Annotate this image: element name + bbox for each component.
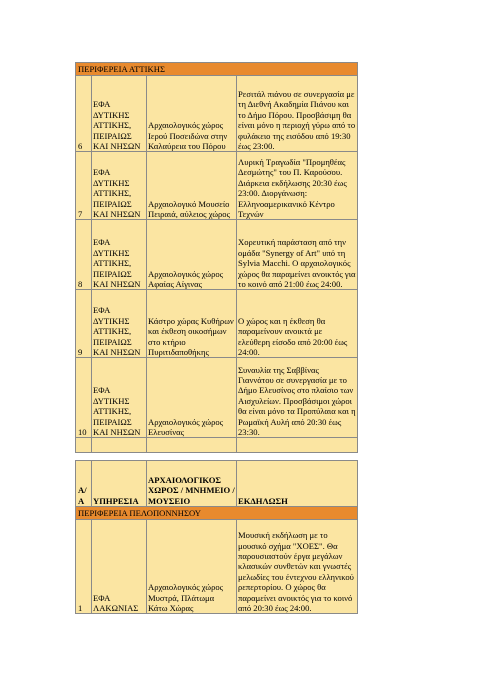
region-row bbox=[76, 507, 358, 520]
site-cell: Αρχαιολογικός χώρος Ελευσίνας bbox=[147, 358, 237, 438]
table-row bbox=[76, 520, 358, 614]
row-number: 7 bbox=[76, 152, 92, 220]
column-header-number: Α/Α bbox=[76, 461, 92, 507]
table-row bbox=[76, 220, 358, 290]
table-row bbox=[76, 290, 358, 358]
site-cell: Αρχαιολογικός χώρος Ιερού Ποσειδώνα στην Καλαύρεια του Πόρου bbox=[147, 76, 237, 152]
row-number: 9 bbox=[76, 290, 92, 358]
event-cell: Ρεσιτάλ πιάνου σε συνεργασία με τη Διεθνή Ακαδημία Πιάνου και το Δήμο Πόρου. Προσβάσιμη θα είναι μόνο η περιοχή γύρω από το φυλάκειο της εισόδου από 19:30 έως 23:00. bbox=[237, 76, 358, 152]
row-number: 1 bbox=[76, 520, 92, 614]
region-header: ΠΕΡΙΦΕΡΕΙΑ ΠΕΛΟΠΟΝΝΗΣΟΥ bbox=[76, 507, 358, 520]
empty-row bbox=[76, 438, 358, 453]
event-cell: Λυρική Τραγωδία "Προμηθέας Δεσμώτης" του Π. Καρούσου. Διάρκεια εκδήλωσης 20:30 έως 23:00. Διοργάνωση: Ελληνοαμερικανικό Κέντρο Τεχνών bbox=[237, 152, 358, 220]
events-table-peloponnese bbox=[75, 460, 358, 614]
row-number: 10 bbox=[76, 358, 92, 438]
service-cell: ΕΦΑ ΔΥΤΙΚΗΣ ΑΤΤΙΚΗΣ, ΠΕΙΡΑΙΩΣ ΚΑΙ ΝΗΣΩΝ bbox=[92, 152, 147, 220]
service-cell: ΕΦΑ ΔΥΤΙΚΗΣ ΑΤΤΙΚΗΣ, ΠΕΙΡΑΙΩΣ ΚΑΙ ΝΗΣΩΝ bbox=[92, 220, 147, 290]
column-header-site: ΑΡΧΑΙΟΛΟΓΙΚΟΣ ΧΩΡΟΣ / ΜΝΗΜΕΙΟ / ΜΟΥΣΕΙΟ bbox=[147, 461, 237, 507]
table-row bbox=[76, 358, 358, 438]
site-cell: Κάστρο χώρας Κυθήρων και έκθεση οικοσήμων στο κτήριο Πυριτιδαποθήκης bbox=[147, 290, 237, 358]
service-cell: ΕΦΑ ΔΥΤΙΚΗΣ ΑΤΤΙΚΗΣ, ΠΕΙΡΑΙΩΣ ΚΑΙ ΝΗΣΩΝ bbox=[92, 290, 147, 358]
table-row bbox=[76, 76, 358, 152]
event-cell: Συναυλία της Σαββίνας Γιαννάτου σε συνεργασία με το Δήμο Ελευσίνος στο πλαίσιο των Αισχυλείων. Προσβάσιμοι χώροι θα είναι μόνο τα Προπύλαια και η Ρωμαϊκή Αυλή από 20:30 έως 23:30. bbox=[237, 358, 358, 438]
region-header: ΠΕΡΙΦΕΡΕΙΑ ΑΤΤΙΚΗΣ bbox=[76, 63, 358, 76]
service-cell: ΕΦΑ ΔΥΤΙΚΗΣ ΑΤΤΙΚΗΣ, ΠΕΙΡΑΙΩΣ ΚΑΙ ΝΗΣΩΝ bbox=[92, 76, 147, 152]
table-row bbox=[76, 152, 358, 220]
event-cell: Ο χώρος και η έκθεση θα παραμείνουν ανοικτά με ελεύθερη είσοδο από 20:00 έως 24:00. bbox=[237, 290, 358, 358]
row-number: 6 bbox=[76, 76, 92, 152]
site-cell: Αρχαιολογικός χώρος Μυστρά, Πλάτωμα Κάτω Χώρας bbox=[147, 520, 237, 614]
event-cell: Χορευτική παράσταση από την ομάδα "Synergy of Art" υπό τη Sylvia Macchi. Ο αρχαιολογικός χώρος θα παραμείνει ανοικτός για το κοινό από 21:00 έως 24:00. bbox=[237, 220, 358, 290]
site-cell: Αρχαιολογικό Μουσείο Πειραιά, αύλειος χώρος bbox=[147, 152, 237, 220]
column-header-service: ΥΠΗΡΕΣΙΑ bbox=[92, 461, 147, 507]
region-row bbox=[76, 63, 358, 76]
site-cell: Αρχαιολογικός χώρος Αφαίας Αίγινας bbox=[147, 220, 237, 290]
header-row bbox=[76, 461, 358, 507]
events-table-attica bbox=[75, 62, 358, 453]
column-header-event: ΕΚΔΗΛΩΣΗ bbox=[237, 461, 358, 507]
row-number: 8 bbox=[76, 220, 92, 290]
service-cell: ΕΦΑ ΔΥΤΙΚΗΣ ΑΤΤΙΚΗΣ, ΠΕΙΡΑΙΩΣ ΚΑΙ ΝΗΣΩΝ bbox=[92, 358, 147, 438]
event-cell: Μουσική εκδήλωση με το μουσικό σχήμα "ΧΟΕΣ". Θα παρουσιαστούν έργα μεγάλων κλασικών συνθετών και γνωστές μελωδίες του έντεχνου ελληνικού ρεπερτορίου. Ο χώρος θα παραμείνει ανοικτός για το κοινό από 20:30 έως 24:00. bbox=[237, 520, 358, 614]
service-cell: ΕΦΑ ΛΑΚΩΝΙΑΣ bbox=[92, 520, 147, 614]
